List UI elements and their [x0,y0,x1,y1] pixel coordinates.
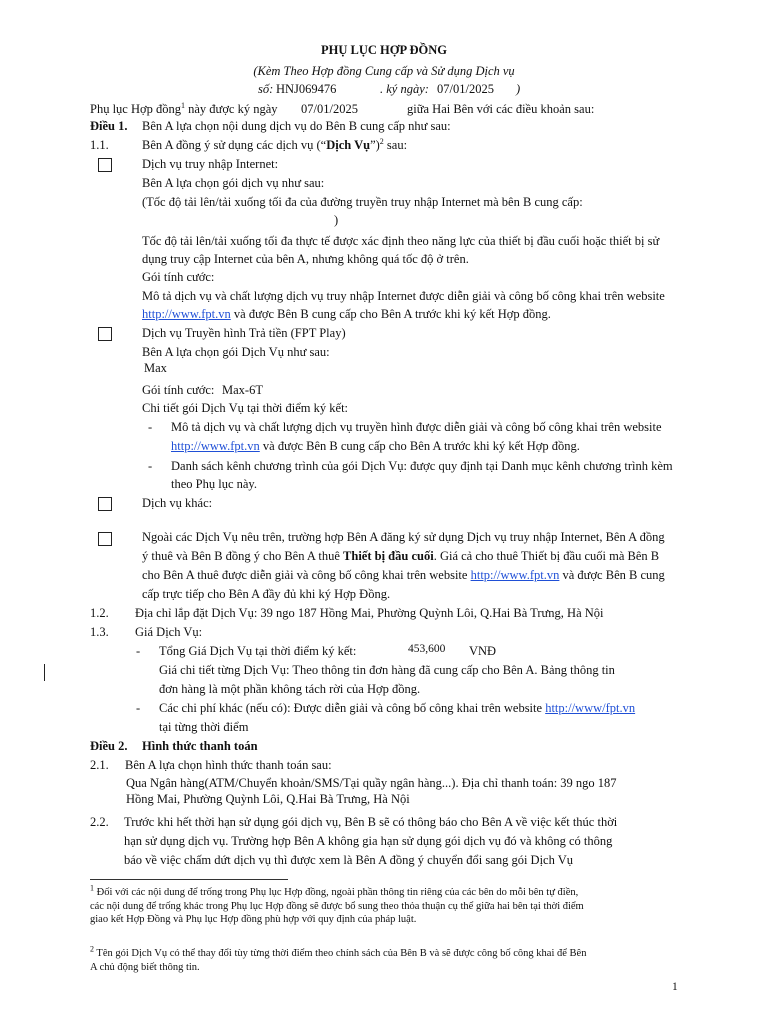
device-line-3-post: và được Bên B cung [559,568,665,582]
tv-bullet-2-line-2: theo Phụ lục này. [171,477,257,491]
footnote-2-line-2: A chủ động biết thông tin. [90,962,200,973]
section-1-3-text: Giá Dịch Vụ: [135,625,203,639]
tv-bullet-2-line-1: Danh sách kênh chương trình của gói Dịch Vụ: được quy định tại Danh mục kênh chương trình kèm [171,459,673,473]
page-title: PHỤ LỤC HỢP ĐỒNG [320,43,448,57]
section-2-1-line-3: Hồng Mai, Phường Quỳnh Lôi, Q.Hai Bà Trưng, Hà Nội [126,792,410,806]
internet-line-7: Mô tả dịch vụ và chất lượng dịch vụ truy nhập Internet được diễn giải và công bố công khai trên website [142,289,665,303]
tv-bullet-1-dash: - [148,420,153,434]
section-1-1-number: 1.1. [90,138,109,152]
page-number: 1 [672,981,678,993]
internet-line-2: (Tốc độ tải lên/tải xuống tối đa của đường truyền truy nhập Internet mà bên B cung cấp: [142,195,583,209]
tv-detail: Chi tiết gói Dịch Vụ tại thời điểm ký kết: [142,401,349,415]
tv-fee-label: Gói tính cước: [142,383,215,397]
section-1-2-number: 1.2. [90,606,109,620]
section-1-1-text [142,138,407,153]
tv-fpt-link[interactable]: http://www.fpt.vn [171,439,260,453]
section-1-1-bold: Dịch Vụ [326,138,371,152]
section-2-1-line-2: Qua Ngân hàng(ATM/Chuyển khoản/SMS/Tại quầy ngân hàng...). Địa chỉ thanh toán: 39 ngo 187 [126,776,617,790]
article-2-title: Hình thức thanh toán [142,739,258,753]
section-1-1-post: ”) [370,138,380,152]
tv-fee-value: Max-6T [222,383,263,397]
section-2-2-line-3: báo về việc chấm dứt dịch vụ thì được xem là Bên A đồng ý chuyển đổi sang gói Dịch Vụ [124,853,574,867]
footnote-2-text: Tên gói Dịch Vụ có thể thay đổi tùy từng thời điểm theo chính sách của Bên B và sẽ được công bố công khai để Bên [94,948,587,959]
tv-bullet-1-line-2-text: và được Bên B cung cấp cho Bên A trước khi ký kết Hợp đồng. [259,439,580,453]
footnote-1-line-2: các nội dung để trống khác trong Phụ lục Hợp đồng sẽ được bổ sung theo thỏa thuận cụ thể giữa hai bên tại thời điểm [90,901,584,912]
other-cost-line-2: tại từng thời điểm [159,720,249,734]
tv-service-checkbox[interactable] [98,327,112,341]
device-fpt-link[interactable]: http://www.fpt.vn [470,568,560,582]
total-price-amount: 453,600 [408,643,446,655]
subtitle-close-paren: ) [516,82,521,96]
intro-mid: này được ký ngày [185,102,278,116]
tv-bullet-1-line-1: Mô tả dịch vụ và chất lượng dịch vụ truyền hình được diễn giải và công bố công khai trên website [171,420,662,434]
tv-bullet-1-line-2 [171,439,580,454]
intro-suffix: giữa Hai Bên với các điều khoản sau: [407,102,595,116]
section-1-3-number: 1.3. [90,625,109,639]
tv-bullet-2-dash: - [148,459,153,473]
price-dash: - [136,644,141,658]
footnote-ref-2: 2 [379,136,384,146]
internet-line-6: Gói tính cước: [142,270,215,284]
price-line-3: đơn hàng là một phần không tách rời của Hợp đồng. [159,682,421,696]
internet-line-4: Tốc độ tải lên/tải xuống tối đa thực tế được xác định theo năng lực của thiết bị đầu cuối hoặc thiết bị sử [142,234,660,248]
internet-line-1: Bên A lựa chọn gói dịch vụ như sau: [142,176,325,190]
internet-fpt-link[interactable]: http://www.fpt.vn [142,307,231,321]
section-2-2-number: 2.2. [90,815,109,829]
device-line-2-post: . Giá cả cho thuê Thiết bị đầu cuối mà Bên B [433,549,660,563]
internet-service-checkbox[interactable] [98,158,112,172]
footnote-1-text: Đối với các nội dung để trống trong Phụ lục Hợp đồng, ngoài phần thông tin riêng của các bên do mỗi bên tự điền, [94,887,579,898]
footnote-separator [90,879,288,880]
intro-line [90,102,278,117]
device-line-2 [142,549,659,564]
tv-line-1: Bên A lựa chọn gói Dịch Vụ như sau: [142,345,330,359]
internet-line-3: ) [334,213,339,227]
other-cost-line [159,701,635,716]
device-line-4: cấp trực tiếp cho Bên A đầy đủ khi ký Hợp Đồng. [142,587,391,601]
internet-line-8 [142,307,551,322]
page-subtitle: (Kèm Theo Hợp đồng Cung cấp và Sử dụng Dịch vụ [253,64,515,78]
footnote-2-marker: 2 [90,944,94,954]
device-rental-checkbox[interactable] [98,532,112,546]
other-service-label: Dịch vụ khác: [142,496,213,510]
section-1-2-text: Địa chỉ lắp đặt Dịch Vụ: 39 ngo 187 Hồng Mai, Phường Quỳnh Lôi, Q.Hai Bà Trưng, Hà Nội [135,606,604,620]
text-cursor [44,664,45,681]
section-2-2-line-1: Trước khi hết thời hạn sử dụng gói dịch vụ, Bên B sẽ có thông báo cho Bên A về việc kết thúc thời [124,815,618,829]
section-2-1-number: 2.1. [90,758,109,772]
section-1-1-end: sau: [383,138,408,152]
total-price-currency: VNĐ [469,644,497,658]
device-line-2-bold: Thiết bị đầu cuối [343,549,434,563]
article-2-number: Điều 2. [90,739,128,753]
device-line-2-pre: ý thuê và Bên B đồng ý cho Bên A thuê [142,549,344,563]
intro-prefix: Phụ lục Hợp đồng [90,102,181,116]
device-line-3-pre: cho Bên A thuê được diễn giải và công bố công khai trên website [142,568,471,582]
price-line-2: Giá chi tiết từng Dịch Vụ: Theo thông tin đơn hàng đã cung cấp cho Bên A. Bảng thông tin [159,663,615,677]
sign-date-label: . ký ngày: [380,82,429,96]
device-line-1: Ngoài các Dịch Vụ nêu trên, trường hợp Bên A đăng ký sử dụng Dịch vụ truy nhập Internet, Bên A đồng [142,530,665,544]
device-line-3 [142,568,665,583]
tv-package: Max [144,361,167,375]
footnote-ref-1: 1 [181,100,185,110]
sign-date: 07/01/2025 [437,82,494,96]
other-cost-link[interactable]: http://www/fpt.vn [545,701,636,715]
other-cost-dash: - [136,701,141,715]
contract-number-label: số: [258,82,274,96]
section-2-2-line-2: hạn sử dụng dịch vụ. Trường hợp Bên A không gia hạn sử dụng gói dịch vụ đó và không có thông [124,834,613,848]
tv-title: Dịch vụ Truyền hình Trả tiền (FPT Play) [142,326,346,340]
footnote-1-line-3: giao kết Hợp Đồng và Phụ lục Hợp đồng phù hợp với quy định của pháp luật. [90,914,417,925]
section-1-1-pre: Bên A đồng ý sử dụng các dịch vụ (“ [142,138,327,152]
other-service-checkbox[interactable] [98,497,112,511]
footnote-2-line-1 [90,944,587,960]
contract-number: HNJ069476 [276,82,337,96]
article-1-text: Bên A lựa chọn nội dung dịch vụ do Bên B cung cấp như sau: [142,119,451,133]
footnote-1-line-1 [90,883,579,899]
internet-title: Dịch vụ truy nhập Internet: [142,157,279,171]
internet-line-8-text: và được Bên B cung cấp cho Bên A trước khi ký kết Hợp đồng. [230,307,551,321]
section-2-1-text: Bên A lựa chọn hình thức thanh toán sau: [125,758,332,772]
intro-date: 07/01/2025 [301,102,358,116]
article-1-number: Điều 1. [90,119,128,133]
other-cost-text: Các chi phí khác (nếu có): Được diễn giải và công bố công khai trên website [159,701,546,715]
total-price-label: Tổng Giá Dịch Vụ tại thời điểm ký kết: [159,644,357,658]
footnote-1-marker: 1 [90,883,94,893]
internet-line-5: dụng truy cập Internet của bên A, nhưng không quá tốc độ ở trên. [142,252,469,266]
